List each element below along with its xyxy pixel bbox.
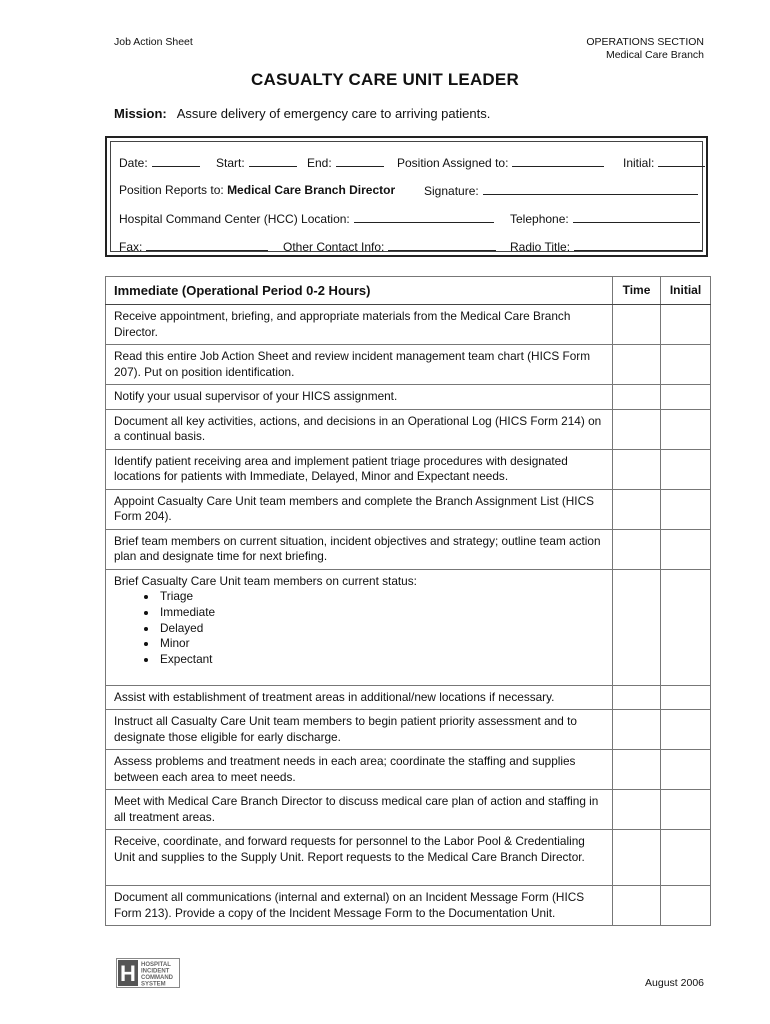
bullet-immediate: • Immediate <box>158 605 604 621</box>
initial-cell[interactable] <box>661 529 711 569</box>
task-text: Instruct all Casualty Care Unit team members to begin patient priority assessment and to designate those eligible for early discharge. <box>106 710 613 750</box>
task-text: Receive appointment, briefing, and appropriate materials from the Medical Care Branch Director. <box>106 305 613 345</box>
initial-cell[interactable] <box>661 710 711 750</box>
task-text: Receive, coordinate, and forward requests for personnel to the Labor Pool & Credentialing Unit and supplies to the Supply Unit. Report requests to the Medical Care Branch Director. <box>106 830 613 886</box>
task-text: Notify your usual supervisor of your HICS assignment. <box>106 385 613 410</box>
time-cell[interactable] <box>613 489 661 529</box>
logo-word-incident: INCIDENT <box>141 968 170 975</box>
date-field[interactable]: Date: <box>119 155 200 170</box>
task-checklist-table <box>105 276 711 926</box>
time-cell[interactable] <box>613 449 661 489</box>
end-field[interactable]: End: <box>307 155 384 170</box>
telephone-field[interactable]: Telephone: <box>510 211 700 226</box>
time-cell[interactable] <box>613 409 661 449</box>
task-text: Read this entire Job Action Sheet and review incident management team chart (HICS Form 207). Put on position identification. <box>106 345 613 385</box>
bullet-triage: • Triage <box>158 589 604 605</box>
table-row <box>106 750 711 790</box>
info-row-location <box>119 211 694 227</box>
table-row <box>106 710 711 750</box>
logo-word-command: COMMAND <box>141 975 173 981</box>
initial-cell[interactable] <box>661 830 711 886</box>
time-cell[interactable] <box>613 685 661 710</box>
bullet-delayed: • Delayed <box>158 621 604 637</box>
initial-cell[interactable] <box>661 685 711 710</box>
logo-word-hospital: HOSPITAL <box>141 962 171 968</box>
start-field[interactable]: Start: <box>216 155 297 170</box>
page-title: CASUALTY CARE UNIT LEADER <box>251 70 519 89</box>
task-text: Brief Casualty Care Unit team members on current status: <box>114 573 417 588</box>
time-column-header: Time <box>613 277 661 305</box>
assignment-info-box <box>105 136 708 257</box>
time-cell[interactable] <box>613 886 661 926</box>
mission-statement <box>114 106 490 121</box>
task-text: Document all communications (internal and external) on an Incident Message Form (HICS Form 213). Provide a copy of the Incident Message Form to the Documentation Unit. <box>106 886 613 926</box>
initial-cell[interactable] <box>661 305 711 345</box>
table-row <box>106 385 711 410</box>
time-cell[interactable] <box>613 529 661 569</box>
initial-cell[interactable] <box>661 489 711 529</box>
task-text: Assist with establishment of treatment areas in additional/new locations if necessary. <box>106 685 613 710</box>
header-section-name: OPERATIONS SECTION <box>586 36 704 48</box>
table-row <box>106 305 711 345</box>
info-row-contact <box>119 239 694 255</box>
header-section <box>586 36 704 62</box>
signature-field[interactable]: Signature: <box>424 183 698 198</box>
table-row <box>106 685 711 710</box>
task-status-brief <box>106 569 613 685</box>
task-text: Assess problems and treatment needs in each area; coordinate the staffing and supplies between each area to meet needs. <box>106 750 613 790</box>
initial-cell[interactable] <box>661 385 711 410</box>
time-cell[interactable] <box>613 830 661 886</box>
hcc-location-field[interactable]: Hospital Command Center (HCC) Location: <box>119 211 494 226</box>
hics-logo <box>116 958 180 988</box>
footer-date: August 2006 <box>645 977 704 989</box>
table-row <box>106 409 711 449</box>
initial-cell[interactable] <box>661 345 711 385</box>
table-row <box>106 489 711 529</box>
time-cell[interactable] <box>613 790 661 830</box>
task-text: Document all key activities, actions, and decisions in an Operational Log (HICS Form 214) on a continual basis. <box>106 409 613 449</box>
table-row <box>106 569 711 685</box>
time-cell[interactable] <box>613 569 661 685</box>
initial-cell[interactable] <box>661 569 711 685</box>
info-row-reports <box>119 183 694 199</box>
radio-title-field[interactable]: Radio Title: <box>510 239 702 254</box>
reports-to-field: Position Reports to: Medical Care Branch Director <box>119 183 396 197</box>
time-cell[interactable] <box>613 750 661 790</box>
header-doc-type: Job Action Sheet <box>114 36 193 48</box>
time-cell[interactable] <box>613 710 661 750</box>
time-cell[interactable] <box>613 345 661 385</box>
bullet-minor: • Minor <box>158 636 604 652</box>
reports-to-value: Medical Care Branch Director <box>227 183 396 197</box>
initial-column-header: Initial <box>661 277 711 305</box>
period-heading: Immediate (Operational Period 0-2 Hours) <box>106 277 613 305</box>
task-text: Meet with Medical Care Branch Director to discuss medical care plan of action and staffing in all treatment areas. <box>106 790 613 830</box>
task-text: Appoint Casualty Care Unit team members and complete the Branch Assignment List (HICS Form 204). <box>106 489 613 529</box>
fax-field[interactable]: Fax: <box>119 239 268 254</box>
initial-field[interactable]: Initial: <box>623 155 705 170</box>
initial-cell[interactable] <box>661 790 711 830</box>
header-branch-name: Medical Care Branch <box>605 49 704 61</box>
logo-word-system: SYSTEM <box>141 981 166 988</box>
initial-cell[interactable] <box>661 449 711 489</box>
time-cell[interactable] <box>613 305 661 345</box>
bullet-expectant: • Expectant <box>158 652 604 668</box>
info-row-dates <box>119 155 694 171</box>
other-contact-field[interactable]: Other Contact Info: <box>283 239 496 254</box>
time-cell[interactable] <box>613 385 661 410</box>
table-row <box>106 345 711 385</box>
table-row <box>106 449 711 489</box>
mission-label: Mission: <box>114 106 167 121</box>
table-header-row <box>106 277 711 305</box>
table-row <box>106 830 711 886</box>
status-bullet-list <box>114 589 604 668</box>
task-text: Identify patient receiving area and implement patient triage procedures with designated locations for patients with Immediate, Delayed, Minor and Expectant needs. <box>106 449 613 489</box>
initial-cell[interactable] <box>661 750 711 790</box>
table-row <box>106 790 711 830</box>
table-row <box>106 529 711 569</box>
mission-text: Assure delivery of emergency care to arriving patients. <box>176 106 491 121</box>
initial-cell[interactable] <box>661 409 711 449</box>
table-row <box>106 886 711 926</box>
position-assigned-field[interactable]: Position Assigned to: <box>397 155 604 170</box>
initial-cell[interactable] <box>661 886 711 926</box>
logo-letter: H <box>120 961 136 986</box>
task-text: Brief team members on current situation, incident objectives and strategy; outline team action plan and designate time for next briefing. <box>106 529 613 569</box>
